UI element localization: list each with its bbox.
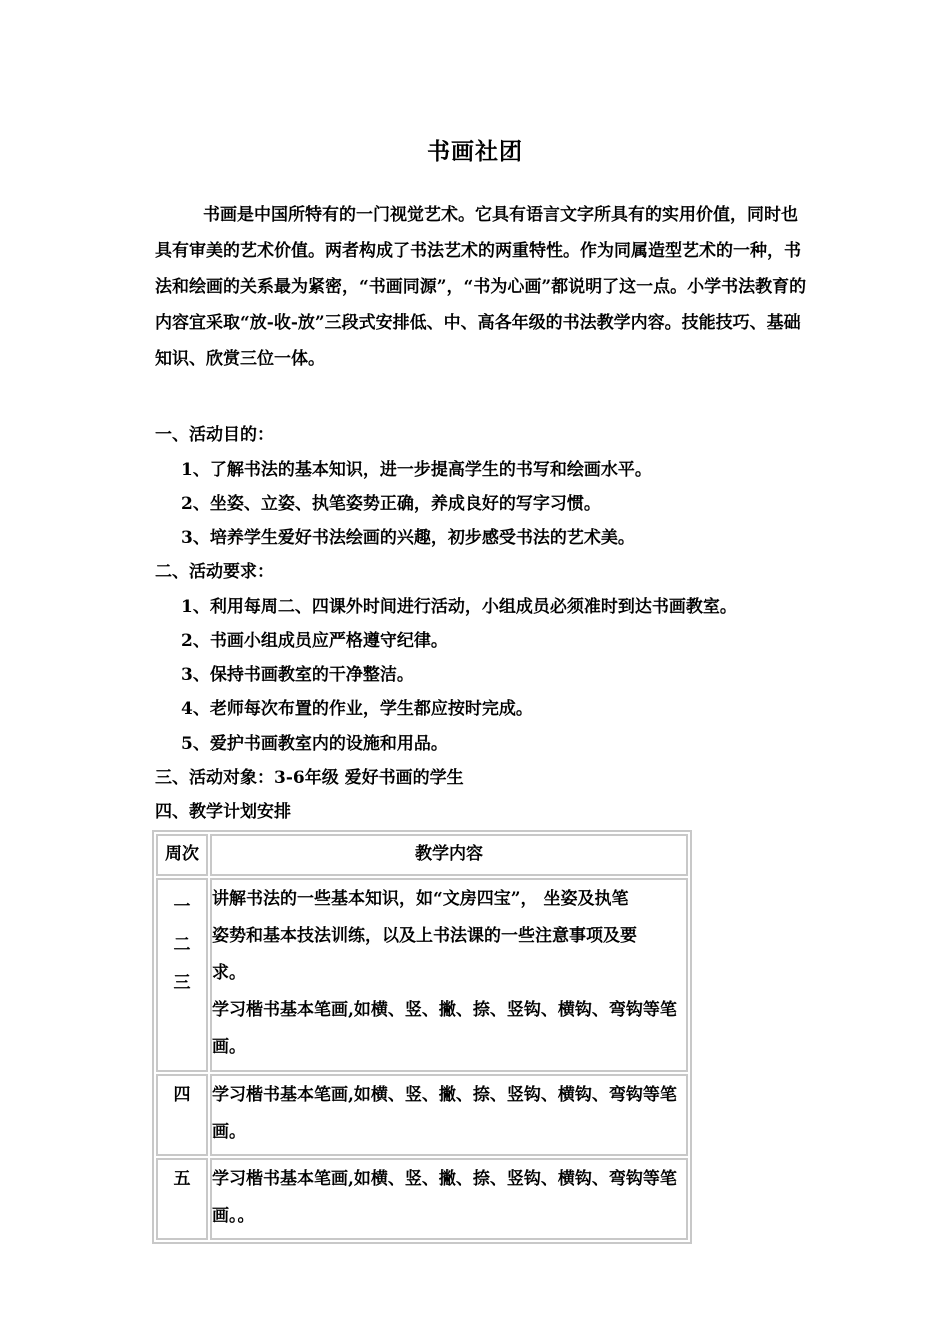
- week-label: 一: [173, 897, 191, 917]
- week-cell: [156, 1074, 208, 1156]
- content-line: 学习楷书基本笔画,如横、竖、撇、捺、竖钩、横钩、弯钩等笔: [212, 1000, 677, 1020]
- goal-item: 3、培养学生爱好书法绘画的兴趣，初步感受书法的艺术美。: [181, 528, 635, 548]
- content-cell: [210, 1158, 688, 1240]
- table-row: [156, 1074, 688, 1156]
- table-row: [156, 1158, 688, 1240]
- content-line: 画。: [212, 1037, 246, 1057]
- content-line: 画。: [212, 1122, 246, 1142]
- requirement-item: 2、书画小组成员应严格遵守纪律。: [181, 631, 448, 651]
- content-line: 学习楷书基本笔画,如横、竖、撇、捺、竖钩、横钩、弯钩等笔: [212, 1169, 677, 1189]
- content-line: 画。。: [212, 1206, 255, 1226]
- week-label: 四: [173, 1085, 191, 1105]
- table-header-row: [156, 834, 688, 876]
- section-heading-goal: 一、活动目的：: [155, 425, 274, 445]
- goal-item: 2、坐姿、立姿、执笔姿势正确，养成良好的写字习惯。: [181, 494, 601, 514]
- intro-paragraph: [155, 197, 810, 377]
- requirement-item: 3、保持书画教室的干净整洁。: [181, 665, 414, 685]
- content-line: 讲解书法的一些基本知识，如“文房四宝”， 坐姿及执笔: [212, 889, 629, 909]
- content-line: 姿势和基本技法训练，以及上书法课的一些注意事项及要: [212, 926, 637, 946]
- section-heading-requirements: 二、活动要求：: [155, 562, 274, 582]
- week-label: 三: [173, 973, 191, 993]
- goal-item: 1、了解书法的基本知识，进一步提高学生的书写和绘画水平。: [181, 460, 652, 480]
- teaching-plan-table: [152, 830, 692, 1244]
- table-row: [156, 878, 688, 1072]
- column-header-week: 周次: [156, 834, 208, 876]
- column-header-content: 教学内容: [210, 834, 688, 876]
- content-line: 求。: [212, 963, 246, 983]
- requirement-item: 4、老师每次布置的作业，学生都应按时完成。: [181, 699, 533, 719]
- requirement-item: 5、爱护书画教室内的设施和用品。: [181, 734, 448, 754]
- section-heading-plan: 四、教学计划安排: [155, 802, 291, 822]
- week-label: 五: [173, 1169, 191, 1189]
- content-cell: [210, 1074, 688, 1156]
- intro-text: 书画是中国所特有的一门视觉艺术。它具有语言文字所具有的实用价值，同时也具有审美的艺术价值。两者构成了书法艺术的两重特性。作为同属造型艺术的一种，书法和绘画的关系最为紧密，“书画同源”，“书为心画”都说明了这一点。小学书法教育的内容宜采取“放-收-放”三段式安排低、中、高各年级的书法教学内容。技能技巧、基础知识、欣赏三位一体。: [155, 205, 807, 369]
- content-cell: [210, 878, 688, 1072]
- page-title: 书画社团: [427, 138, 523, 165]
- section-heading-target: 三、活动对象：3-6年级 爱好书画的学生: [155, 768, 464, 788]
- week-label: 二: [173, 935, 191, 955]
- requirement-item: 1、利用每周二、四课外时间进行活动，小组成员必须准时到达书画教室。: [181, 597, 737, 617]
- week-cell: [156, 878, 208, 1072]
- content-line: 学习楷书基本笔画,如横、竖、撇、捺、竖钩、横钩、弯钩等笔: [212, 1085, 677, 1105]
- week-cell: [156, 1158, 208, 1240]
